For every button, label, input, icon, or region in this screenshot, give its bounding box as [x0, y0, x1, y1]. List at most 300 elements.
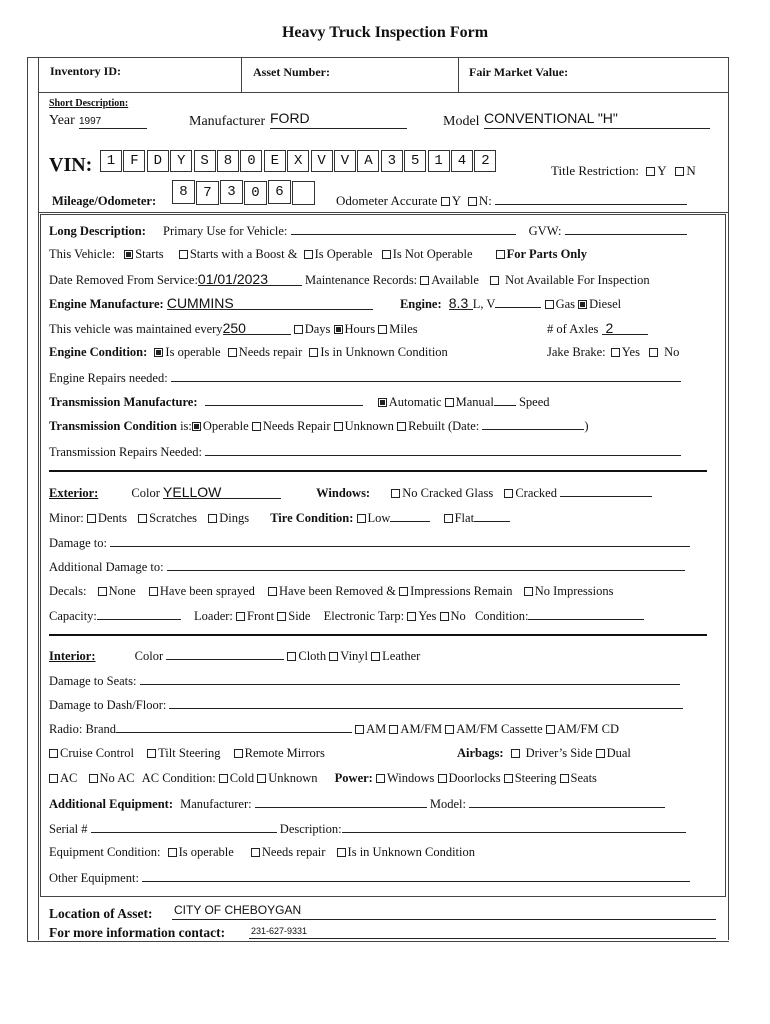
engine-needs-repair-label: Needs repair: [238, 345, 303, 359]
vin-char-box[interactable]: 3: [381, 150, 403, 172]
long-desc-left-line: [40, 214, 41, 897]
interior-color-label: Color: [134, 649, 164, 663]
row-minor: [49, 510, 510, 526]
power-doorlocks-checkbox[interactable]: [438, 774, 447, 783]
is-operable-checkbox[interactable]: [304, 250, 313, 259]
cloth-label: Cloth: [298, 649, 327, 663]
odometer-digit-box[interactable]: 0: [244, 181, 267, 205]
transmission-condition-label: Transmission Condition: [49, 419, 177, 433]
ac-condition-label: AC Condition:: [141, 771, 216, 785]
gas-checkbox[interactable]: [545, 300, 554, 309]
leather-label: Leather: [382, 649, 421, 663]
maintained-every-label: This vehicle was maintained every: [49, 322, 223, 336]
odometer-note-field[interactable]: [495, 193, 687, 205]
jake-brake-label: Jake Brake:: [547, 345, 606, 359]
maintained-every-value: 250: [222, 320, 246, 336]
engine-liters-field[interactable]: [449, 295, 473, 310]
power-steering-checkbox[interactable]: [504, 774, 513, 783]
vin-char-box[interactable]: 5: [404, 150, 426, 172]
trans-operable-label: Operable: [202, 419, 249, 433]
power-windows-checkbox[interactable]: [376, 774, 385, 783]
ac-checkbox[interactable]: [49, 774, 58, 783]
title-restriction-no-checkbox[interactable]: [675, 167, 684, 176]
ac-label: AC: [60, 771, 78, 785]
year-value: 1997: [79, 116, 102, 127]
tarp-yes-label: Yes: [418, 609, 437, 623]
long-desc-right-line: [725, 214, 726, 897]
row-transmission-manufacture: [49, 394, 550, 410]
maintenance-not-available-checkbox[interactable]: [490, 276, 499, 285]
power-label: Power:: [334, 771, 373, 785]
is-operable-label: Is Operable: [314, 247, 373, 261]
row-transmission-condition: Transmission Condition is: Operable Needs Repair Unknown Rebuilt (Date: ): [49, 419, 589, 433]
vinyl-label: Vinyl: [340, 649, 369, 663]
odometer-digit-box[interactable]: 6: [268, 180, 291, 204]
ac-cold-label: Cold: [229, 771, 255, 785]
row-ac: [49, 771, 597, 786]
title-restriction-yes-checkbox[interactable]: [646, 167, 655, 176]
transmission-condition-is: is:: [180, 419, 192, 433]
row-transmission-repairs: [49, 444, 681, 460]
maintained-every-field[interactable]: [223, 320, 291, 335]
trans-unknown-checkbox[interactable]: [334, 422, 343, 431]
short-description-label: Short Description:: [49, 98, 129, 109]
equipment-needs-repair-label: Needs repair: [261, 845, 326, 859]
manufacturer-field[interactable]: [270, 110, 407, 129]
description-label: Description:: [279, 822, 342, 836]
decals-removed-checkbox[interactable]: [268, 587, 277, 596]
amfm-checkbox[interactable]: [389, 725, 398, 734]
primary-use-label: Primary Use for Vehicle:: [163, 224, 288, 238]
hours-checkbox[interactable]: [334, 325, 343, 334]
vin-char-box[interactable]: E: [264, 150, 286, 172]
header-divider: [38, 92, 728, 93]
gas-label: Gas: [555, 297, 576, 311]
engine-manufacture-value: CUMMINS: [166, 295, 234, 311]
trans-rebuilt-date-field[interactable]: [482, 418, 584, 430]
decals-sprayed-checkbox[interactable]: [149, 587, 158, 596]
scratches-label: Scratches: [149, 511, 198, 525]
transmission-manufacture-field[interactable]: [205, 394, 363, 406]
serial-field[interactable]: [91, 821, 277, 833]
radio-brand-field[interactable]: [116, 721, 352, 733]
airbags-dual-label: Dual: [606, 746, 631, 760]
serial-label: Serial #: [49, 822, 88, 836]
row-interior-color: [49, 648, 420, 664]
row-additional-equipment: [49, 796, 665, 812]
header-col-divider-1: [241, 57, 242, 92]
row-engine-condition: [49, 345, 448, 360]
contact-value: 231-627-9331: [251, 926, 308, 936]
dents-checkbox[interactable]: [87, 514, 96, 523]
row-additional-damage: [49, 559, 685, 575]
parts-only-checkbox[interactable]: [496, 250, 505, 259]
vin-char-box[interactable]: 0: [240, 150, 262, 172]
vin-char-box[interactable]: F: [123, 150, 145, 172]
row-this-vehicle: [49, 247, 587, 262]
tire-flat-field[interactable]: [474, 510, 510, 522]
transmission-repairs-field[interactable]: [205, 444, 681, 456]
tilt-steering-label: Tilt Steering: [158, 746, 221, 760]
damage-dash-label: Damage to Dash/Floor:: [49, 698, 167, 712]
this-vehicle-label: This Vehicle:: [49, 247, 116, 261]
axles-value: 2: [605, 320, 614, 336]
manufacturer-label: Manufacturer: [189, 114, 266, 129]
primary-use-field[interactable]: [291, 223, 516, 235]
inventory-id-label: Inventory ID:: [50, 64, 121, 78]
damage-seats-field[interactable]: [140, 673, 680, 685]
odometer-accurate-yes-checkbox[interactable]: [441, 197, 450, 206]
row-equipment-condition: [49, 845, 475, 860]
starts-boost-label: Starts with a Boost &: [189, 247, 298, 261]
axles-field[interactable]: [602, 320, 648, 335]
date-removed-value: 01/01/2023: [197, 271, 268, 287]
airbags-label: Airbags:: [457, 746, 504, 760]
equipment-unknown-label: Is in Unknown Condition: [347, 845, 475, 859]
trans-needs-repair-checkbox[interactable]: [252, 422, 261, 431]
decals-none-label: None: [108, 584, 136, 598]
windows-label: Windows:: [316, 486, 371, 500]
equipment-model-field[interactable]: [469, 796, 665, 808]
odometer-accurate-no-checkbox[interactable]: [468, 197, 477, 206]
trans-unknown-label: Unknown: [344, 419, 394, 433]
trans-rebuilt-label: Rebuilt (Date:: [408, 419, 480, 433]
am-label: AM: [366, 722, 387, 736]
days-label: Days: [304, 322, 331, 336]
equipment-operable-checkbox[interactable]: [168, 848, 177, 857]
axles-label: # of Axles: [547, 322, 599, 336]
airbags-drivers-side-label: Driver’s Side: [525, 746, 593, 760]
vin-char-box[interactable]: V: [311, 150, 333, 172]
model-value: CONVENTIONAL "H": [484, 110, 618, 126]
row-capacity: [49, 608, 644, 624]
gvw-label: GVW:: [528, 224, 562, 238]
starts-boost-checkbox[interactable]: [179, 250, 188, 259]
long-description-label: Long Description:: [49, 224, 146, 238]
exterior-color-field[interactable]: [163, 484, 281, 499]
engine-lv-label: L, V: [472, 297, 496, 311]
automatic-label: Automatic: [388, 395, 442, 409]
row-primary-use: [49, 223, 687, 239]
cruise-control-checkbox[interactable]: [49, 749, 58, 758]
vin-char-box[interactable]: V: [334, 150, 356, 172]
row-radio: [49, 721, 619, 737]
engine-repairs-label: Engine Repairs needed:: [49, 371, 168, 385]
row-exterior-color: [49, 484, 652, 501]
vin-label: VIN:: [49, 154, 93, 176]
vin-char-box[interactable]: X: [287, 150, 309, 172]
no-ac-label: No AC: [99, 771, 135, 785]
power-seats-checkbox[interactable]: [560, 774, 569, 783]
engine-unknown-checkbox[interactable]: [309, 348, 318, 357]
amfm-cd-label: AM/FM CD: [556, 722, 619, 736]
engine-repairs-field[interactable]: [171, 370, 681, 382]
additional-damage-label: Additional Damage to:: [49, 560, 164, 574]
diesel-checkbox[interactable]: [578, 300, 587, 309]
vin-char-box[interactable]: 8: [217, 150, 239, 172]
capacity-label: Capacity:: [49, 609, 97, 623]
decals-removed-label: Have been Removed &: [279, 584, 397, 598]
remote-mirrors-label: Remote Mirrors: [244, 746, 325, 760]
gvw-field[interactable]: [565, 223, 687, 235]
tarp-yes-checkbox[interactable]: [407, 612, 416, 621]
engine-condition-label: Engine Condition:: [49, 345, 148, 359]
row-serial: [49, 821, 686, 837]
odometer-digit-box[interactable]: 3: [220, 180, 243, 204]
description-field[interactable]: [342, 821, 686, 833]
tilt-steering-checkbox[interactable]: [147, 749, 156, 758]
no-cracked-glass-label: No Cracked Glass: [402, 486, 494, 500]
row-decals: [49, 584, 614, 599]
row-maintained: [49, 320, 418, 337]
miles-checkbox[interactable]: [378, 325, 387, 334]
tarp-label: Electronic Tarp:: [323, 609, 405, 623]
vin-char-box[interactable]: A: [357, 150, 379, 172]
loader-label: Loader:: [194, 609, 233, 623]
title-restriction-yes-label: Y: [657, 163, 667, 178]
additional-equipment-label: Additional Equipment:: [49, 797, 173, 811]
decals-impressions-remain-label: Impressions Remain: [410, 584, 513, 598]
vin-char-box[interactable]: D: [147, 150, 169, 172]
row-other-equipment: [49, 870, 690, 886]
decals-sprayed-label: Have been sprayed: [159, 584, 255, 598]
title-restriction-no-label: N: [686, 163, 696, 178]
engine-label: Engine:: [399, 297, 442, 311]
row-date-removed: [49, 271, 650, 288]
maintenance-available-label: Available: [431, 273, 479, 287]
vin-char-box[interactable]: 4: [451, 150, 473, 172]
diesel-label: Diesel: [589, 297, 622, 311]
equipment-operable-label: Is operable: [178, 845, 234, 859]
dings-label: Dings: [219, 511, 250, 525]
damage-to-field[interactable]: [110, 535, 690, 547]
cracked-label: Cracked: [515, 486, 557, 500]
title-restriction: [551, 163, 696, 179]
odometer-accurate-no-label: N:: [478, 193, 492, 208]
engine-operable-label: Is operable: [165, 345, 221, 359]
odometer-digit-box[interactable]: 8: [172, 180, 195, 204]
exterior-label: Exterior:: [49, 486, 99, 500]
amfm-cd-checkbox[interactable]: [546, 725, 555, 734]
power-doorlocks-label: Doorlocks: [448, 771, 501, 785]
model-field[interactable]: [484, 110, 710, 129]
maintenance-available-checkbox[interactable]: [420, 276, 429, 285]
short-desc-divider: [38, 212, 728, 213]
odometer-label: Mileage/Odometer:: [52, 194, 157, 208]
starts-checkbox[interactable]: [124, 250, 133, 259]
loader-front-label: Front: [247, 609, 275, 623]
hours-label: Hours: [344, 322, 376, 336]
additional-damage-field[interactable]: [167, 559, 685, 571]
am-checkbox[interactable]: [355, 725, 364, 734]
equipment-needs-repair-checkbox[interactable]: [251, 848, 260, 857]
model-label: Model: [443, 114, 480, 129]
airbags-drivers-side-checkbox[interactable]: [511, 749, 520, 758]
odometer-accurate-label: Odometer Accurate: [336, 193, 438, 208]
vin-char-box[interactable]: 2: [474, 150, 496, 172]
axles: [547, 320, 648, 337]
exterior-color-value: YELLOW: [163, 484, 222, 500]
decals-no-impressions-label: No Impressions: [534, 584, 614, 598]
long-desc-bottom-line: [40, 896, 726, 897]
row-damage-seats: [49, 673, 680, 689]
year-field[interactable]: [79, 113, 147, 129]
decals-impressions-remain-checkbox[interactable]: [399, 587, 408, 596]
vinyl-checkbox[interactable]: [329, 652, 338, 661]
jake-brake-yes-label: Yes: [621, 345, 640, 359]
ac-cold-checkbox[interactable]: [219, 774, 228, 783]
interior-label: Interior:: [49, 649, 96, 663]
manual-checkbox[interactable]: [445, 398, 454, 407]
title-restriction-label: Title Restriction:: [551, 163, 639, 178]
row-engine-repairs: [49, 370, 681, 386]
long-desc-top-line: [40, 214, 726, 215]
decals-label: Decals:: [49, 584, 87, 598]
odometer-accurate-yes-label: Y: [451, 193, 461, 208]
maintenance-not-available-label: Not Available For Inspection: [505, 273, 650, 287]
tire-flat-checkbox[interactable]: [444, 514, 453, 523]
tire-condition-label: Tire Condition:: [270, 511, 354, 525]
jake-brake: [547, 345, 679, 360]
trans-operable-checkbox[interactable]: [192, 422, 201, 431]
airbags-dual-checkbox[interactable]: [596, 749, 605, 758]
vin-char-box[interactable]: Y: [170, 150, 192, 172]
asset-number-label: Asset Number:: [253, 65, 330, 79]
damage-dash-field[interactable]: [169, 697, 683, 709]
decals-none-checkbox[interactable]: [98, 587, 107, 596]
damage-to-label: Damage to:: [49, 536, 107, 550]
leather-checkbox[interactable]: [371, 652, 380, 661]
amfm-label: AM/FM: [400, 722, 443, 736]
transmission-repairs-label: Transmission Repairs Needed:: [49, 445, 202, 459]
year-label: Year: [49, 113, 75, 128]
amfm-cassette-label: AM/FM Cassette: [456, 722, 543, 736]
engine-v-field[interactable]: [495, 296, 541, 308]
speed-label: Speed: [518, 395, 550, 409]
vin-char-box[interactable]: S: [194, 150, 216, 172]
engine-needs-repair-checkbox[interactable]: [228, 348, 237, 357]
exterior-divider: [49, 470, 707, 472]
cracked-field[interactable]: [560, 485, 652, 497]
tarp-no-label: No: [450, 609, 466, 623]
decals-no-impressions-checkbox[interactable]: [524, 587, 533, 596]
no-ac-checkbox[interactable]: [89, 774, 98, 783]
manufacturer-value: FORD: [270, 110, 310, 126]
equipment-manufacturer-label: Manufacturer:: [180, 797, 252, 811]
other-equipment-label: Other Equipment:: [49, 871, 139, 885]
contact-field[interactable]: [249, 923, 716, 939]
interior-divider: [49, 634, 707, 636]
damage-seats-label: Damage to Seats:: [49, 674, 137, 688]
power-windows-label: Windows: [386, 771, 435, 785]
location-field[interactable]: [172, 903, 716, 920]
odometer-accurate: [336, 193, 687, 209]
other-equipment-field[interactable]: [142, 870, 690, 882]
engine-manufacture-label: Engine Manufacture:: [49, 297, 164, 311]
cruise-control-label: Cruise Control: [60, 746, 134, 760]
engine-manufacture-field[interactable]: [167, 295, 373, 310]
starts-label: Starts: [135, 247, 164, 261]
row-engine-manufacture: [49, 295, 621, 312]
vin-char-box[interactable]: 1: [428, 150, 450, 172]
jake-brake-no-checkbox[interactable]: [649, 348, 658, 357]
engine-liters-value: 8.3: [448, 295, 469, 311]
power-steering-label: Steering: [514, 771, 557, 785]
tarp-no-checkbox[interactable]: [440, 612, 449, 621]
no-cracked-glass-checkbox[interactable]: [391, 489, 400, 498]
trans-rebuilt-checkbox[interactable]: [397, 422, 406, 431]
location-value: CITY OF CHEBOYGAN: [174, 903, 302, 917]
minor-label: Minor:: [49, 511, 84, 525]
cracked-checkbox[interactable]: [504, 489, 513, 498]
exterior-color-label: Color: [131, 486, 160, 500]
jake-brake-no-label: No: [664, 345, 680, 359]
equipment-unknown-checkbox[interactable]: [337, 848, 346, 857]
airbags: [457, 746, 631, 761]
row-damage-to: [49, 535, 690, 551]
interior-color-field[interactable]: [166, 648, 284, 660]
remote-mirrors-checkbox[interactable]: [234, 749, 243, 758]
parts-only-label: For Parts Only: [506, 247, 587, 261]
days-checkbox[interactable]: [294, 325, 303, 334]
loader-side-checkbox[interactable]: [277, 612, 286, 621]
engine-operable-checkbox[interactable]: [154, 348, 163, 357]
row-cruise: [49, 746, 325, 761]
scratches-checkbox[interactable]: [138, 514, 147, 523]
trans-needs-repair-label: Needs Repair: [262, 419, 331, 433]
contact-label: For more information contact:: [49, 925, 226, 940]
tire-flat-label: Flat: [454, 511, 475, 525]
not-operable-checkbox[interactable]: [382, 250, 391, 259]
fair-market-value-label: Fair Market Value:: [469, 65, 569, 79]
loader-front-checkbox[interactable]: [236, 612, 245, 621]
manual-speed-field[interactable]: [494, 394, 516, 406]
capacity-field[interactable]: [97, 608, 181, 620]
exterior-condition-label: Condition:: [474, 609, 529, 623]
amfm-cassette-checkbox[interactable]: [445, 725, 454, 734]
date-removed-label: Date Removed From Service:: [49, 273, 198, 287]
transmission-manufacture-label: Transmission Manufacture:: [49, 395, 198, 409]
ac-unknown-checkbox[interactable]: [257, 774, 266, 783]
equipment-manufacturer-field[interactable]: [255, 796, 427, 808]
tire-low-label: Low: [367, 511, 391, 525]
radio-brand-label: Radio: Brand: [49, 722, 117, 736]
ac-unknown-label: Unknown: [268, 771, 318, 785]
date-removed-field[interactable]: [198, 271, 302, 286]
not-operable-label: Is Not Operable: [392, 247, 473, 261]
loader-side-label: Side: [288, 609, 311, 623]
automatic-checkbox[interactable]: [378, 398, 387, 407]
dings-checkbox[interactable]: [208, 514, 217, 523]
tire-low-checkbox[interactable]: [357, 514, 366, 523]
form-title: Heavy Truck Inspection Form: [281, 24, 489, 41]
location-label: Location of Asset:: [49, 906, 153, 921]
cloth-checkbox[interactable]: [287, 652, 296, 661]
tire-low-field[interactable]: [390, 510, 430, 522]
header-col-divider-2: [458, 57, 459, 92]
power-seats-label: Seats: [570, 771, 597, 785]
maintenance-records-label: Maintenance Records:: [305, 273, 418, 287]
odometer-digit-box[interactable]: [292, 181, 315, 205]
equipment-condition-label: Equipment Condition:: [49, 845, 161, 859]
odometer-digit-box[interactable]: 7: [196, 181, 219, 205]
equipment-model-label: Model:: [429, 797, 466, 811]
exterior-condition-field[interactable]: [528, 608, 644, 620]
vin-char-box[interactable]: 1: [100, 150, 122, 172]
jake-brake-yes-checkbox[interactable]: [611, 348, 620, 357]
dents-label: Dents: [97, 511, 128, 525]
manual-label: Manual: [455, 395, 494, 409]
